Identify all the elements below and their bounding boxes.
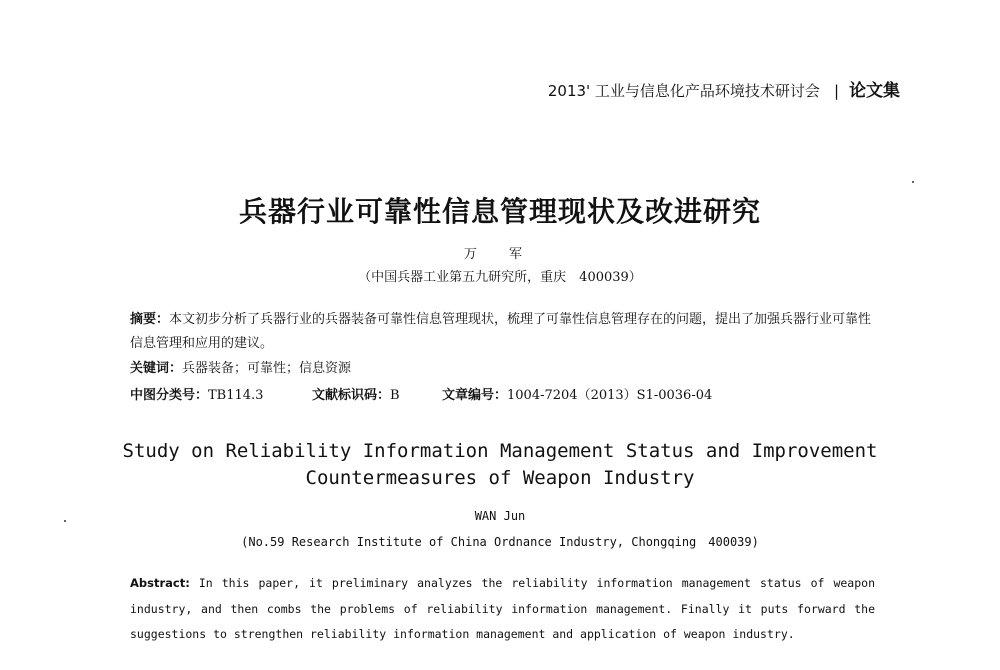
- title-en-line-2: Countermeasures of Weapon Industry: [305, 467, 695, 489]
- keywords-cn-text: 兵器装备；可靠性；信息资源: [182, 361, 352, 376]
- abstract-cn-text: 本文初步分析了兵器行业的兵器装备可靠性信息管理现状，梳理了可靠性信息管理存在的问题，提出了加强兵器行业可靠性信息管理和应用的建议。: [130, 312, 872, 351]
- title-en-line-1: Study on Reliability Information Management Status and Improvement: [122, 440, 878, 462]
- article-no-value: 1004-7204（2013）S1-0036-04: [507, 388, 713, 403]
- abstract-en-text: In this paper, it preliminary analyzes the reliability information management status of weapon industry, and then combs the problems of reliability information management. Finally it puts forward the suggestions to strengthen reliability information management and application of weapon industry.: [130, 576, 875, 641]
- paper-title-cn: 兵器行业可靠性信息管理现状及改进研究: [238, 195, 761, 228]
- abstract-en: [130, 571, 875, 648]
- abstract-cn: [130, 308, 875, 356]
- doc-code-value: B: [390, 388, 400, 403]
- clc-item: [130, 384, 312, 403]
- proceedings-name: 2013' 工业与信息化产品环境技术研讨会: [547, 82, 820, 100]
- affiliation-cn: （中国兵器工业第五九研究所，重庆 400039）: [358, 270, 642, 285]
- author-cn: 万 军: [463, 247, 537, 262]
- clc-label: 中图分类号：: [130, 388, 209, 403]
- scan-speck: [912, 181, 914, 183]
- abstract-en-label: Abstract:: [130, 576, 190, 590]
- affiliation-en: (No.59 Research Institute of China Ordnance Industry, Chongqing 400039): [241, 535, 759, 549]
- article-no-label: 文章编号：: [442, 388, 508, 403]
- paper-title-en: [0, 438, 1000, 492]
- collection-label: 论文集: [849, 81, 900, 101]
- doc-code-item: [312, 384, 442, 403]
- keywords-cn: [130, 357, 351, 376]
- scan-speck: [64, 520, 66, 522]
- keywords-cn-label: 关键词：: [130, 361, 183, 376]
- abstract-cn-label: 摘要：: [130, 312, 170, 327]
- classification-row: [130, 384, 712, 403]
- doc-code-label: 文献标识码：: [312, 388, 391, 403]
- clc-value: TB114.3: [208, 388, 264, 403]
- article-no-item: [442, 384, 712, 403]
- proceedings-header: [548, 76, 900, 101]
- header-separator: |: [833, 82, 839, 100]
- author-en: WAN Jun: [474, 509, 526, 523]
